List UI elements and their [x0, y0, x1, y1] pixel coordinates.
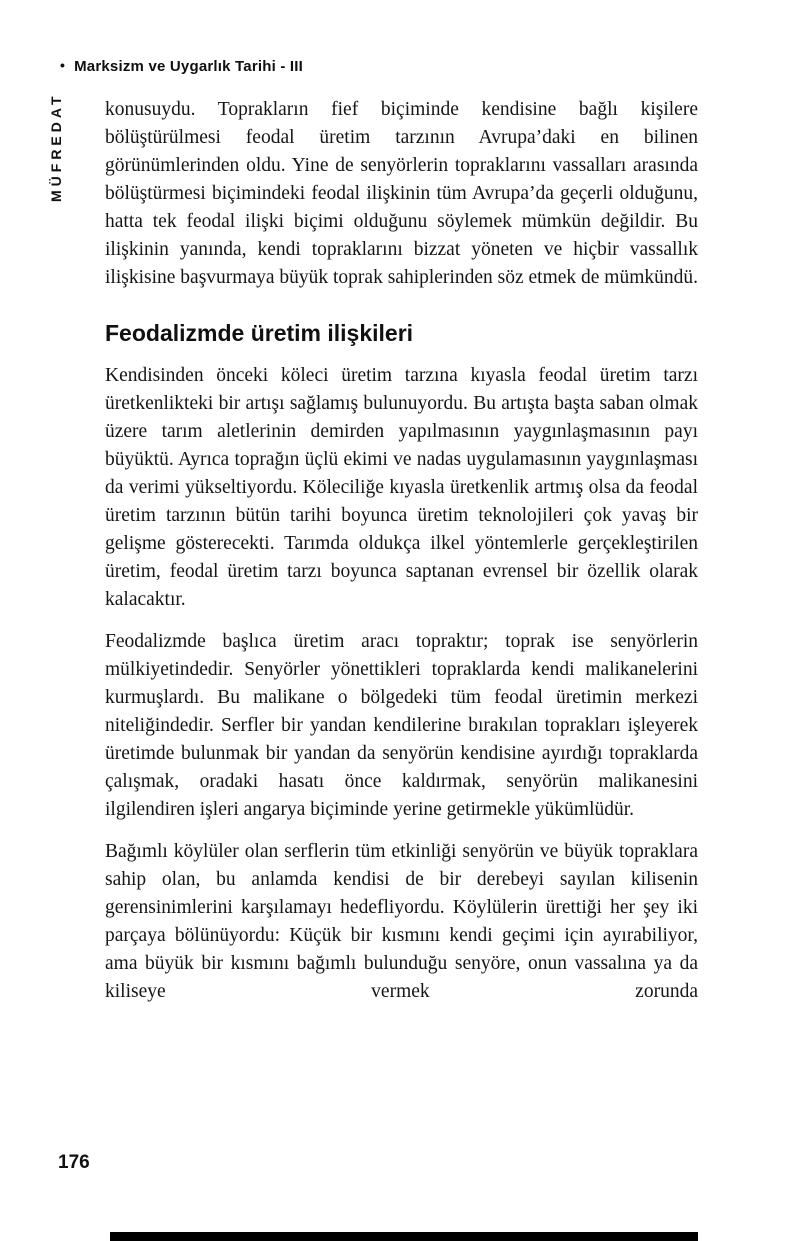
content-column [105, 96, 698, 1020]
header-bullet-icon: • [60, 57, 66, 73]
paragraph: konusuydu. Toprakların fief biçiminde kendisine bağlı kişilere bölüştürülmesi feodal üretim tarzının Avrupa’daki en bilinen görünümlerinden oldu. Yine de senyörlerin topraklarını vassalları arasında bölüştürmesi biçimindeki feodal ilişkinin tüm Avrupa’da geçerli olduğunu, hatta tek feodal ilişki biçimi olduğunu söylemek mümkün değildir. Bu ilişkinin yanında, kendi topraklarını bizzat yöneten ve hiçbir vassallık ilişkisine başvurmaya büyük toprak sahiplerinden söz etmek de mümkündü. [105, 99, 699, 288]
page-bottom-bar [110, 1232, 698, 1241]
paragraph: Bağımlı köylüler olan serflerin tüm etkinliği senyörün ve büyük topraklara sahip olan, bu anlamda kendisi de bir derebeyi sayılan kilisenin gerensinimlerini karşılamayı hedefliyordu. Köylülerin ürettiği her şey iki parçaya bölünüyordu: Küçük bir kısmını kendi geçimi için ayırabiliyor, ama büyük bir kısmını bağımlı bulunduğu senyöre, onun vassalına ya da kiliseye vermek zorunda [105, 841, 698, 1002]
sidebar-vertical-label: MÜFREDAT [48, 92, 64, 202]
page-number: 176 [58, 1152, 90, 1173]
section-heading: Feodalizmde üretim ilişkileri [105, 320, 414, 346]
running-header [60, 58, 303, 75]
paragraph: Kendisinden önceki köleci üretim tarzına kıyasla feodal üretim tarzı üretkenlikteki bir artışı sağlamış bulunuyordu. Bu artışta başta saban olmak üzere tarım aletlerinin demirden yapılmasının yaygınlaşmasının payı büyüktü. Ayrıca toprağın üçlü ekimi ve nadas uygulamasının yaygınlaşması da verimi yükseltiyordu. Köleciliğe kıyasla üretkenlik artmış olsa da feodal üretim tarzının bütün tarihi boyunca üretim teknolojileri çok yavaş bir gelişme gösterecekti. Tarımda oldukça ilkel yöntemlerle gerçekleştirilen üretim, feodal üretim tarzı boyunca saptanan evrensel bir özellik olarak kalacaktır. [105, 365, 698, 610]
header-title: Marksizm ve Uygarlık Tarihi - III [74, 58, 304, 75]
paragraph: Feodalizmde başlıca üretim aracı topraktır; toprak ise senyörlerin mülkiyetindedir. Senyörler yönettikleri topraklarda kendi malikanelerini kurmuşlardı. Bu malikane o bölgedeki tüm feodal üretimin merkezi niteliğindedir. Serfler bir yandan kendilerine bırakılan toprakları işleyerek üretimde bulunmak bir yandan da senyörün kendisine ayırdığı topraklarda çalışmak, oradaki hasatı önce kaldırmak, senyörün malikanesini ilgilendiren işleri angarya biçiminde yerine getirmekle yükümlüdür. [105, 631, 698, 820]
